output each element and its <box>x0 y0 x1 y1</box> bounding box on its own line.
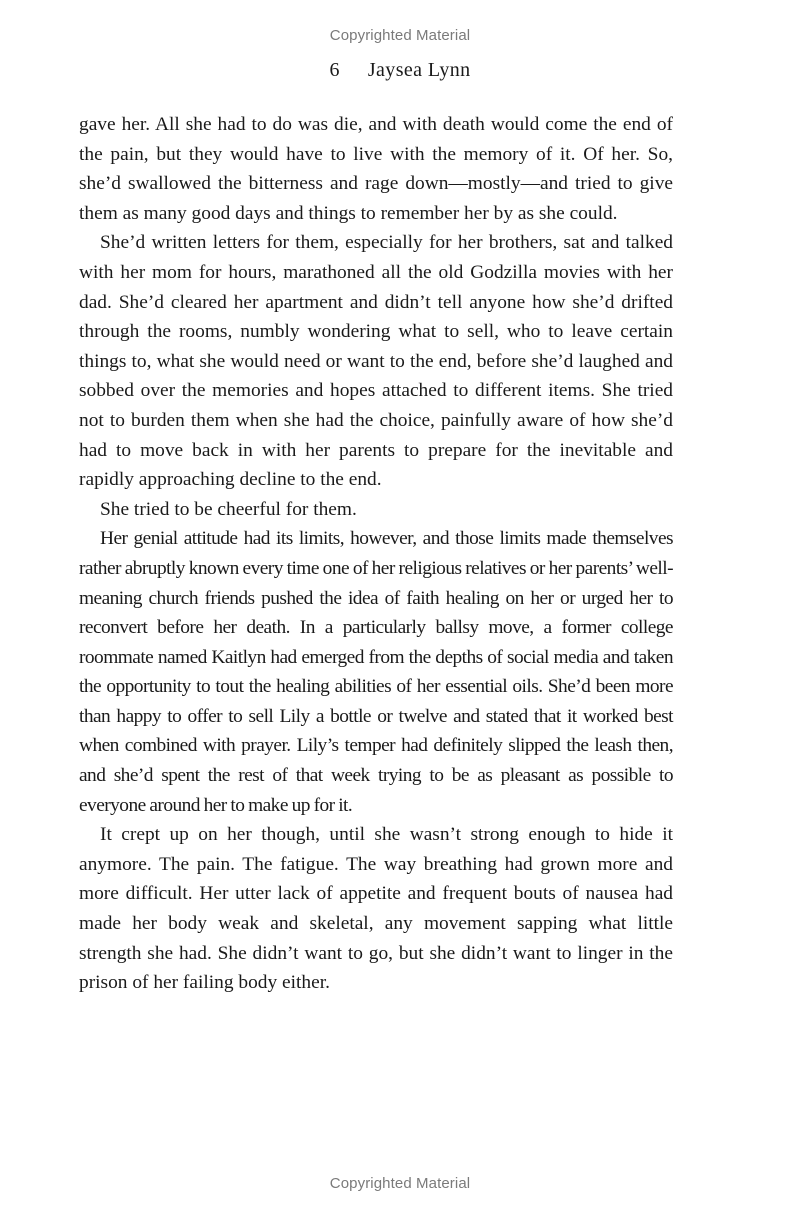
copyright-watermark-top: Copyrighted Material <box>329 27 471 44</box>
author-name: Jaysea Lynn <box>367 59 471 81</box>
copyright-watermark-bottom: Copyrighted Material <box>329 1175 471 1192</box>
page-number: 6 <box>329 59 340 81</box>
body-text <box>79 110 673 998</box>
paragraph: She’d written letters for them, especially for her brothers, sat and talked with her mom for hours, marathoned all the old Godzilla movies with her dad. She’d cleared her apartment and didn’t tell anyone how she’d drifted through the rooms, numbly wondering what to sell, who to leave certain things to, what she would need or want to the end, before she’d laughed and sobbed over the memories and hopes attached to different items. She tried not to burden them when she had the choice, painfully aware of how she’d had to move back in with her parents to prepare for the inevitable and rapidly approaching decline to the end. <box>79 232 673 491</box>
paragraph: gave her. All she had to do was die, and with death would come the end of the pain, but they would have to live with the memory of it. Of her. So, she’d swallowed the bitterness and rage down—mostly—and tried to give them as many good days and things to remember her by as she could. <box>79 114 673 224</box>
paragraph: It crept up on her though, until she wasn’t strong enough to hide it anymore. The pain. The fatigue. The way breathing had grown more and more difficult. Her utter lack of appetite and frequent bouts of nausea had made her body weak and skeletal, any movement sapping what little strength she had. She didn’t want to go, but she didn’t want to linger in the prison of her failing body either. <box>79 824 673 994</box>
paragraph: Her genial attitude had its limits, however, and those limits made themselves rather abruptly known every time one of her religious relatives or her parents’ well-meaning church friends pushed the idea of faith healing on her or urged her to reconvert before her death. In a particularly ballsy move, a former college roommate named Kaitlyn had emerged from the depths of social media and taken the opportunity to tout the healing abilities of her essential oils. She’d been more than happy to offer to sell Lily a bottle or twelve and stated that it worked best when combined with prayer. Lily’s temper had definitely slipped the leash then, and she’d spent the rest of that week trying to be as pleasant as possible to everyone around her to make up for it. <box>79 528 673 816</box>
paragraph: She tried to be cheerful for them. <box>100 498 357 520</box>
running-header <box>0 59 800 82</box>
